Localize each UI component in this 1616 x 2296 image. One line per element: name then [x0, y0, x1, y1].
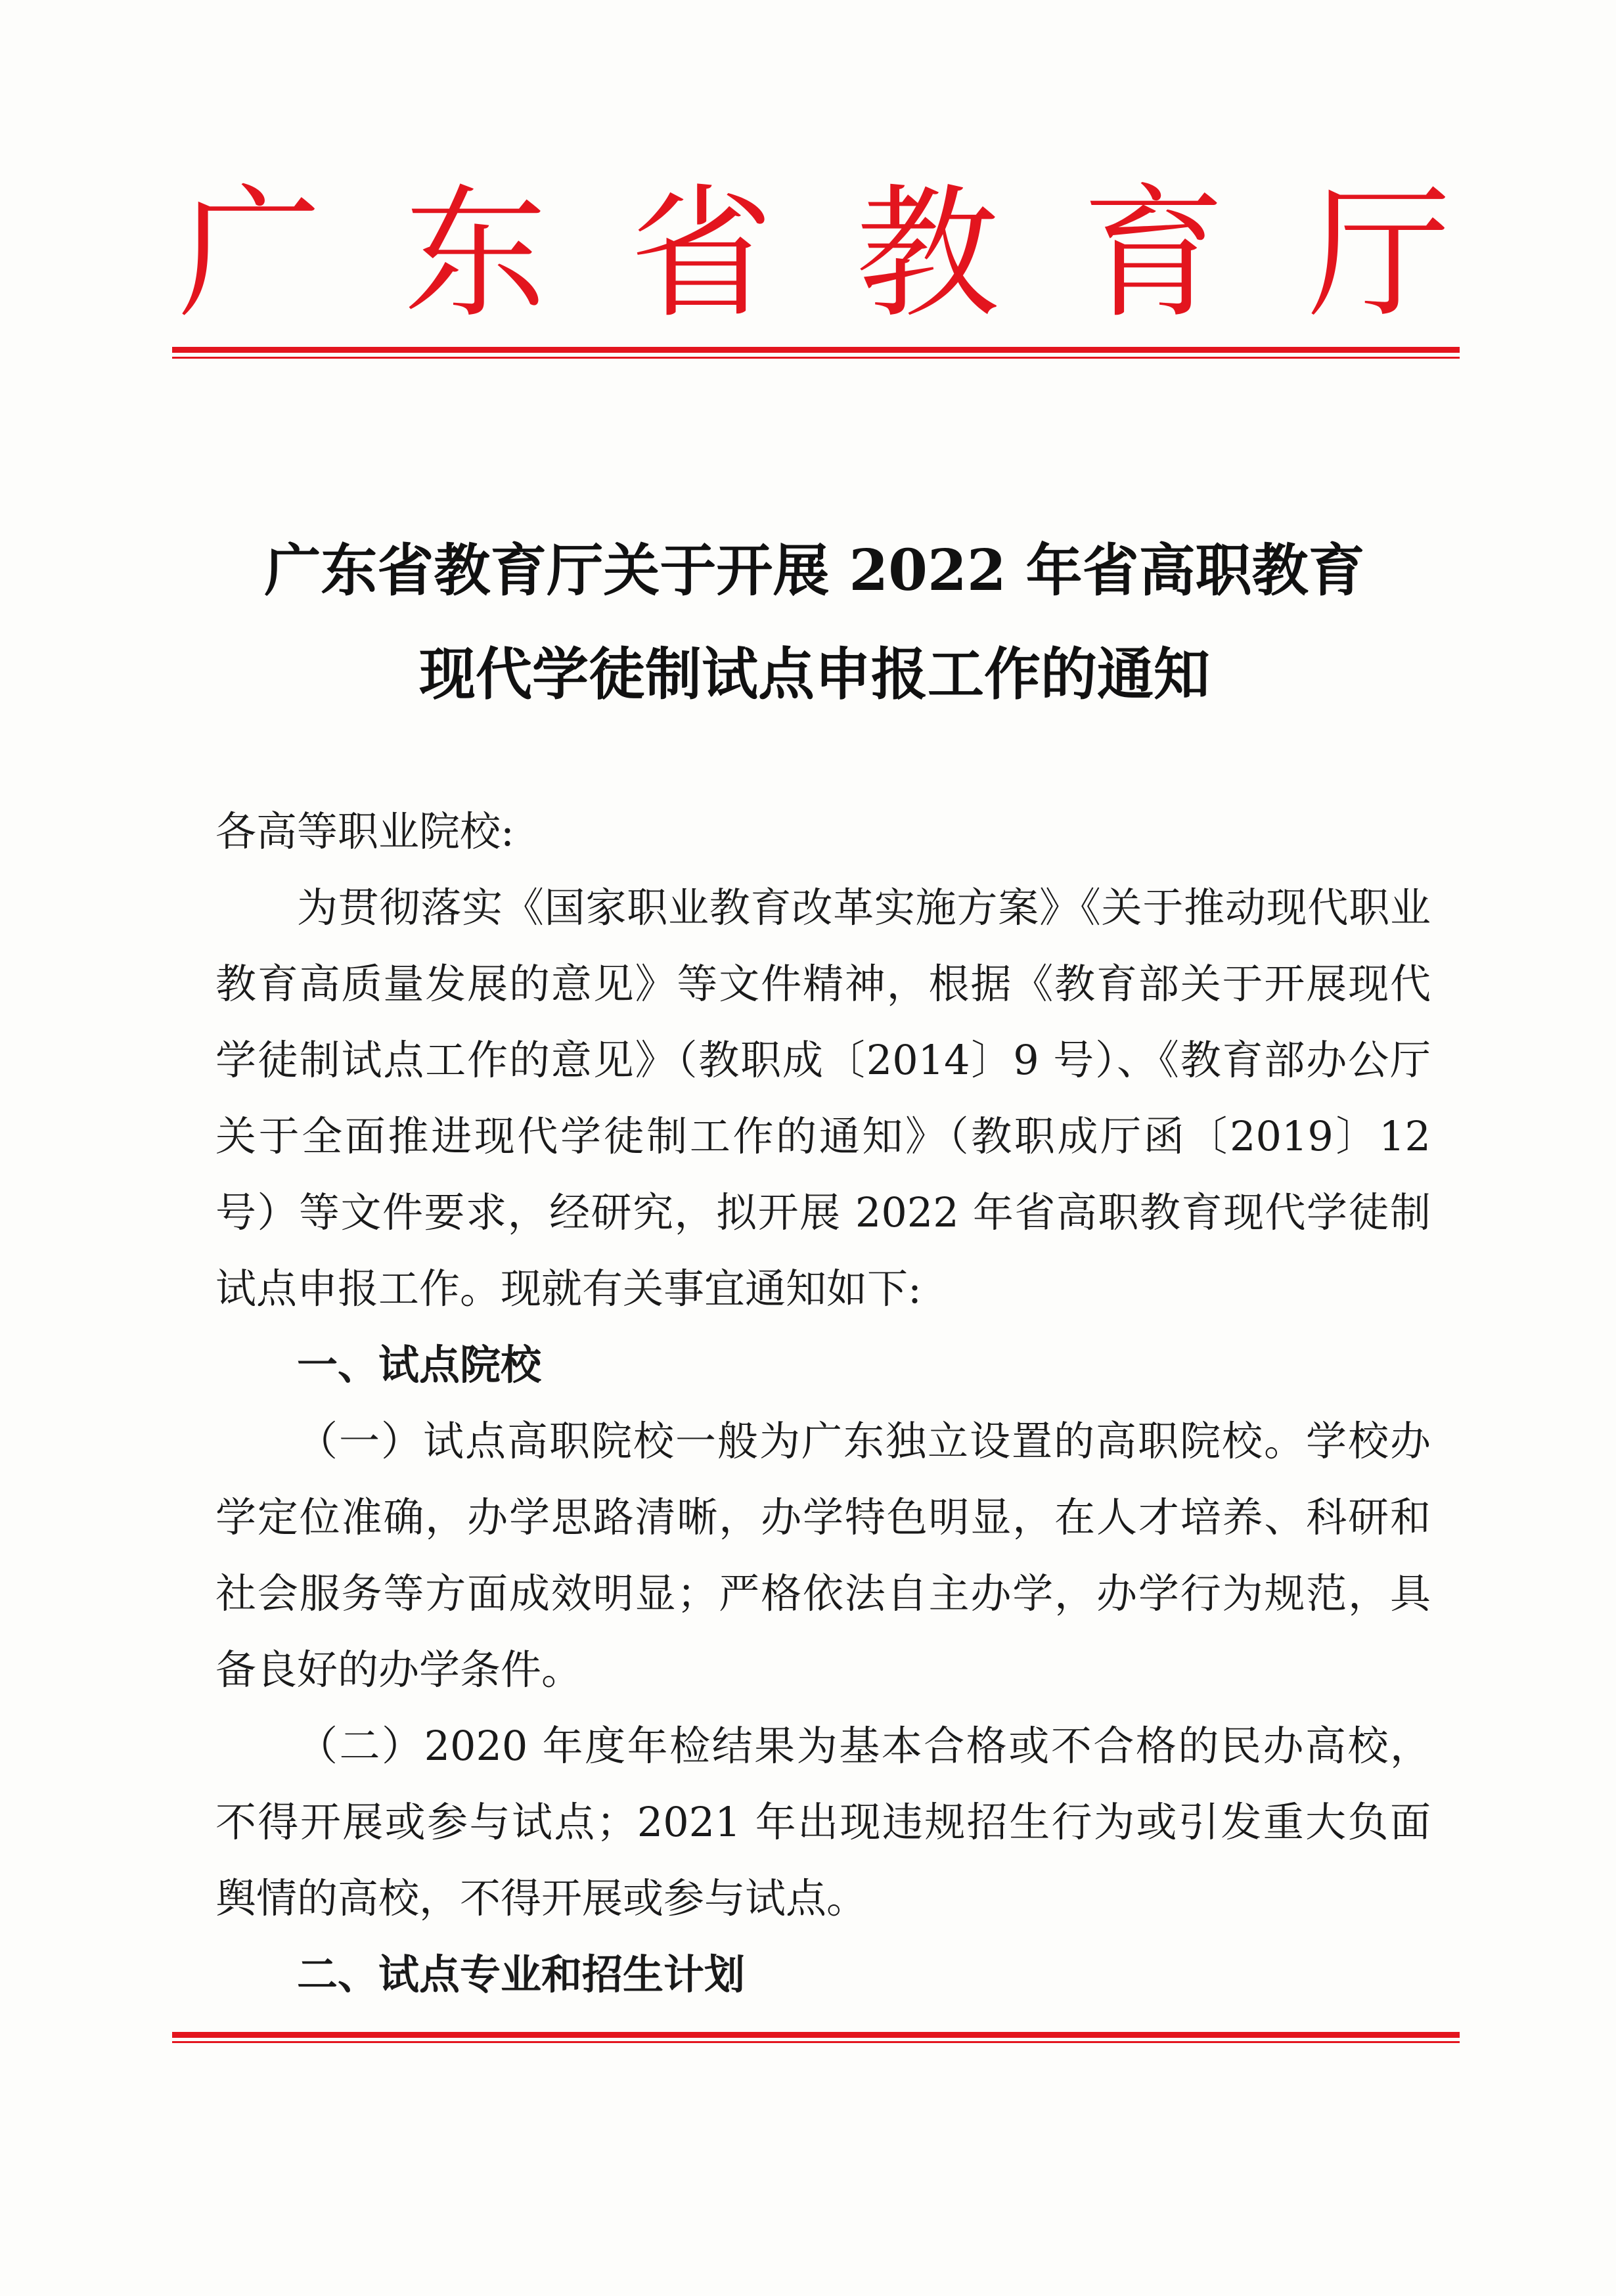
intro-paragraph: 为贯彻落实《国家职业教育改革实施方案》《关于推动现代职业教育高质量发展的意见》等文件精神，根据《教育部关于开展现代学徒制试点工作的意见》（教职成〔2014〕9 号）、《教育部办公厅关于全面推进现代学徒制工作的通知》（教职成厅函〔2019〕12 号）等文件要求，经研究，拟开展 2022 年省高职教育现代学徒制试点申报工作。现就有关事宜通知如下:: [215, 884, 1431, 1313]
masthead-char: 省: [630, 171, 773, 338]
top-red-rule: [172, 347, 1460, 353]
section-heading-2: 二、试点专业和招生计划: [297, 1950, 746, 1998]
section1-item-2: （二）2020 年度年检结果为基本合格或不合格的民办高校，不得开展或参与试点；2021 年出现违规招生行为或引发重大负面舆情的高校，不得开展或参与试点。: [215, 1722, 1431, 1922]
top-red-rule-thin: [172, 357, 1460, 359]
title-line-1: 广东省教育厅关于开展 2022 年省高职教育: [264, 537, 1365, 604]
bottom-red-rule-thin: [172, 2041, 1460, 2043]
masthead-char: 厅: [1308, 171, 1451, 338]
document-title: [197, 519, 1432, 727]
document-body: [215, 794, 1431, 2013]
salutation: 各高等职业院校:: [215, 807, 514, 855]
bottom-red-rule: [172, 2032, 1460, 2038]
masthead: [171, 169, 1458, 340]
section1-item-1: （一）试点高职院校一般为广东独立设置的高职院校。学校办学定位准确，办学思路清晰，办学特色明显，在人才培养、科研和社会服务等方面成效明显；严格依法自主办学，办学行为规范，具备良好的办学条件。: [215, 1417, 1431, 1694]
section-heading-1: 一、试点院校: [297, 1341, 542, 1389]
masthead-char: 育: [1082, 171, 1225, 338]
masthead-char: 教: [856, 171, 999, 338]
masthead-char: 广: [178, 171, 321, 338]
masthead-char: 东: [404, 171, 547, 338]
title-line-2: 现代学徒制试点申报工作的通知: [419, 641, 1210, 708]
